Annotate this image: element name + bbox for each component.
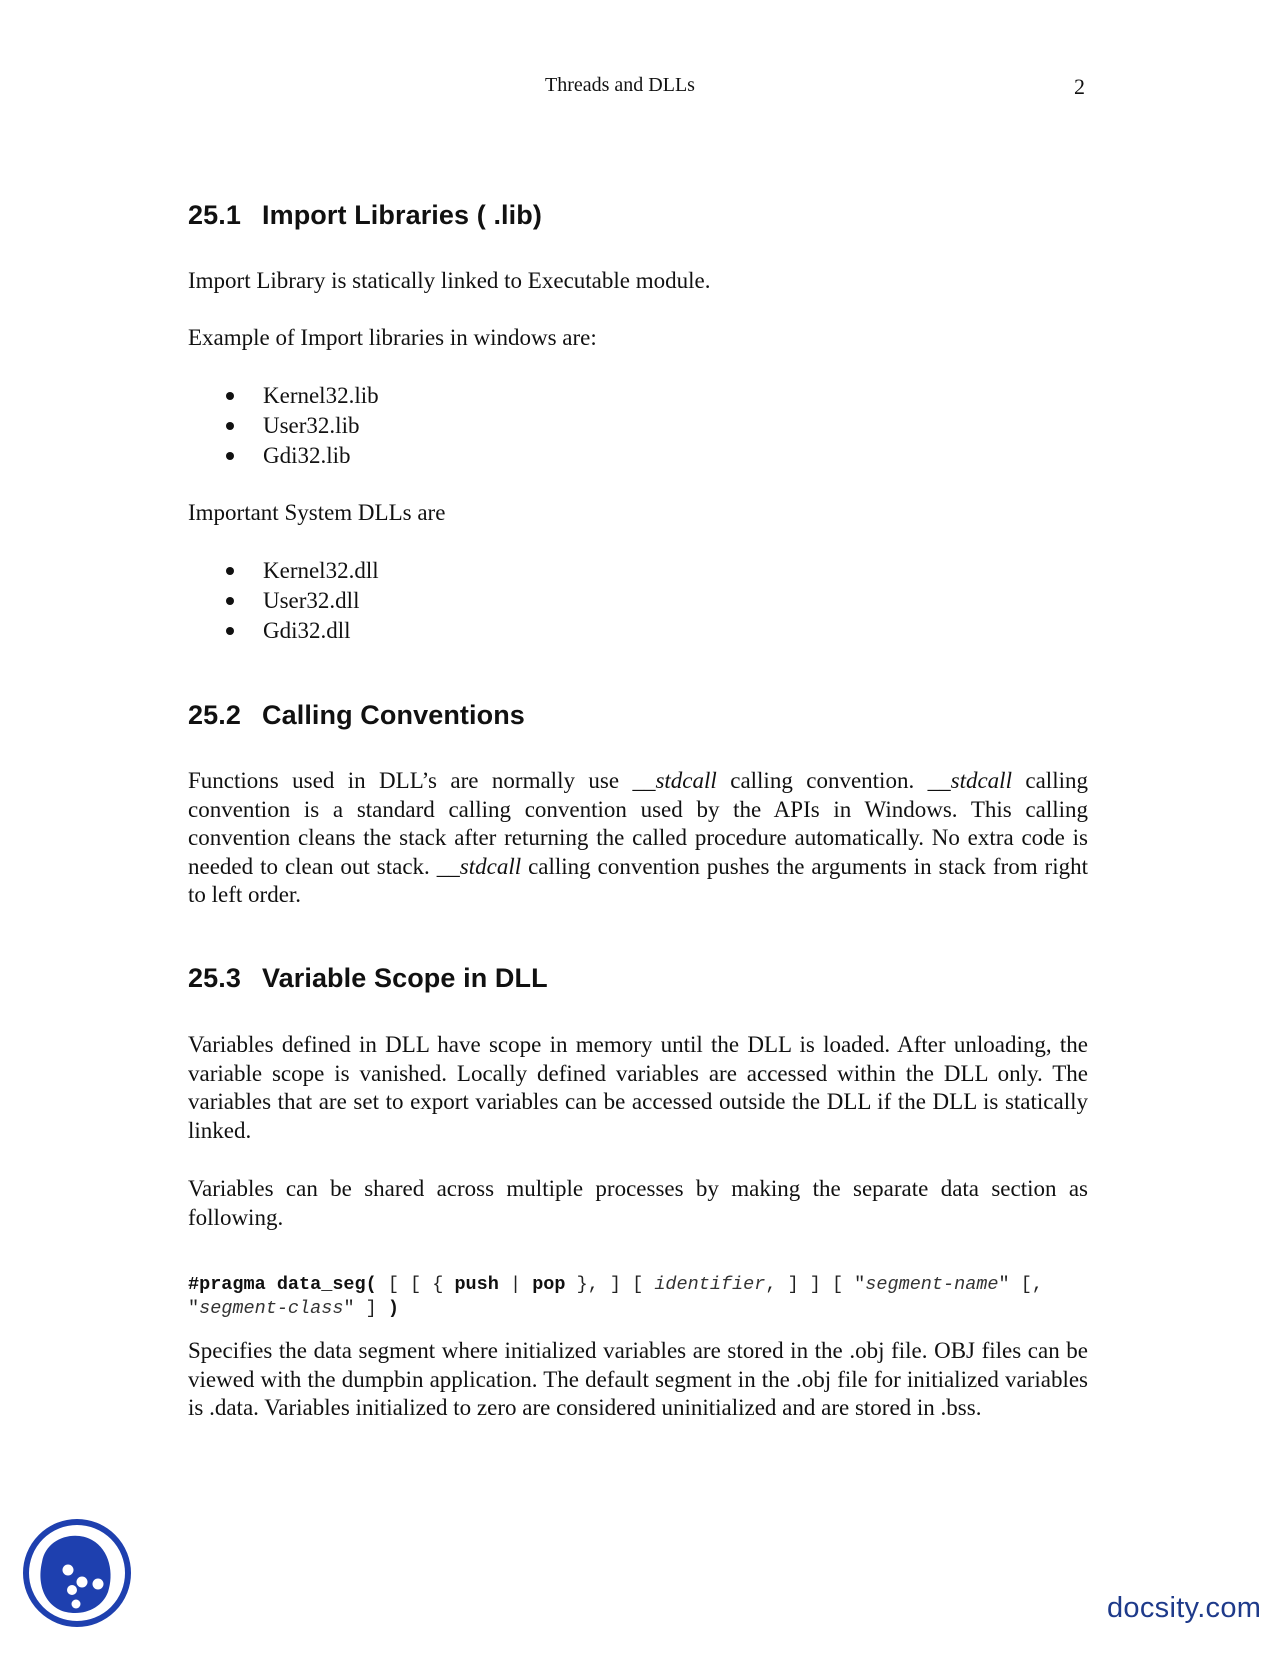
paragraph-data-segment: Specifies the data segment where initialized variables are stored in the .obj file. OBJ files can be viewed with the dumpbin application. The default segment in the .obj file for initialized variables is .data. Variables initialized to zero are considered uninitialized and are stored in .bss. — [188, 1338, 1088, 1420]
stdcall-term: __stdcall — [632, 768, 717, 793]
running-header: Threads and DLLs — [545, 74, 695, 96]
section-title: Import Libraries ( .lib) — [262, 200, 542, 230]
list-item: Gdi32.dll — [188, 616, 379, 646]
section-heading-import-libraries — [188, 200, 542, 231]
section-title: Variable Scope in DLL — [262, 963, 548, 993]
section-title: Calling Conventions — [262, 700, 525, 730]
import-libraries-list — [188, 381, 379, 471]
paragraph-system-dlls: Important System DLLs are — [188, 500, 446, 525]
paragraph-shared-variables: Variables can be shared across multiple processes by making the separate data section as following. — [188, 1176, 1088, 1230]
section-heading-variable-scope — [188, 963, 548, 994]
stdcall-term: __stdcall — [436, 853, 522, 879]
docsity-logo-icon — [22, 1518, 132, 1628]
paragraph-calling-conventions: Functions used in DLL’s are normally use __stdcall calling convention. __stdcall calling convention is a standard calling convention used by the APIs in Windows. This calling convention cleans the stack after returning the called procedure automatically. No extra code is needed to clean out stack. __stdcall calling convention pushes the arguments in stack from right to left order. — [188, 768, 1088, 907]
pragma-code-snippet: #pragma data_seg( [ [ { push | pop }, ] [ identifier, ] ] [ ″segment-name" [, "segment-class" ] ) — [188, 1274, 1043, 1319]
bullet-icon — [226, 597, 234, 605]
section-number: 25.2 — [188, 700, 241, 730]
page-number: 2 — [1074, 74, 1085, 99]
section-heading-calling-conventions — [188, 700, 525, 731]
paragraph-example-libraries: Example of Import libraries in windows are: — [188, 325, 597, 350]
section-number: 25.3 — [188, 963, 241, 993]
bullet-icon — [226, 422, 234, 430]
system-dlls-list — [188, 556, 379, 646]
section-number: 25.1 — [188, 200, 241, 230]
list-item: User32.dll — [188, 586, 379, 616]
list-item: Kernel32.lib — [188, 381, 379, 411]
bullet-icon — [226, 627, 234, 635]
stdcall-term: __stdcall — [927, 768, 1012, 793]
list-item: Gdi32.lib — [188, 441, 379, 471]
bullet-icon — [226, 392, 234, 400]
list-item: User32.lib — [188, 411, 379, 441]
bullet-icon — [226, 452, 234, 460]
list-item: Kernel32.dll — [188, 556, 379, 586]
paragraph-variable-scope: Variables defined in DLL have scope in memory until the DLL is loaded. After unloading, the variable scope is vanished. Locally defined variables are accessed within the DLL only. The variables that are set to export variables can be accessed outside the DLL if the DLL is statically linked. — [188, 1032, 1088, 1143]
docsity-site-link[interactable]: docsity.com — [1107, 1592, 1262, 1624]
paragraph-import-library: Import Library is statically linked to Executable module. — [188, 268, 711, 293]
bullet-icon — [226, 567, 234, 575]
